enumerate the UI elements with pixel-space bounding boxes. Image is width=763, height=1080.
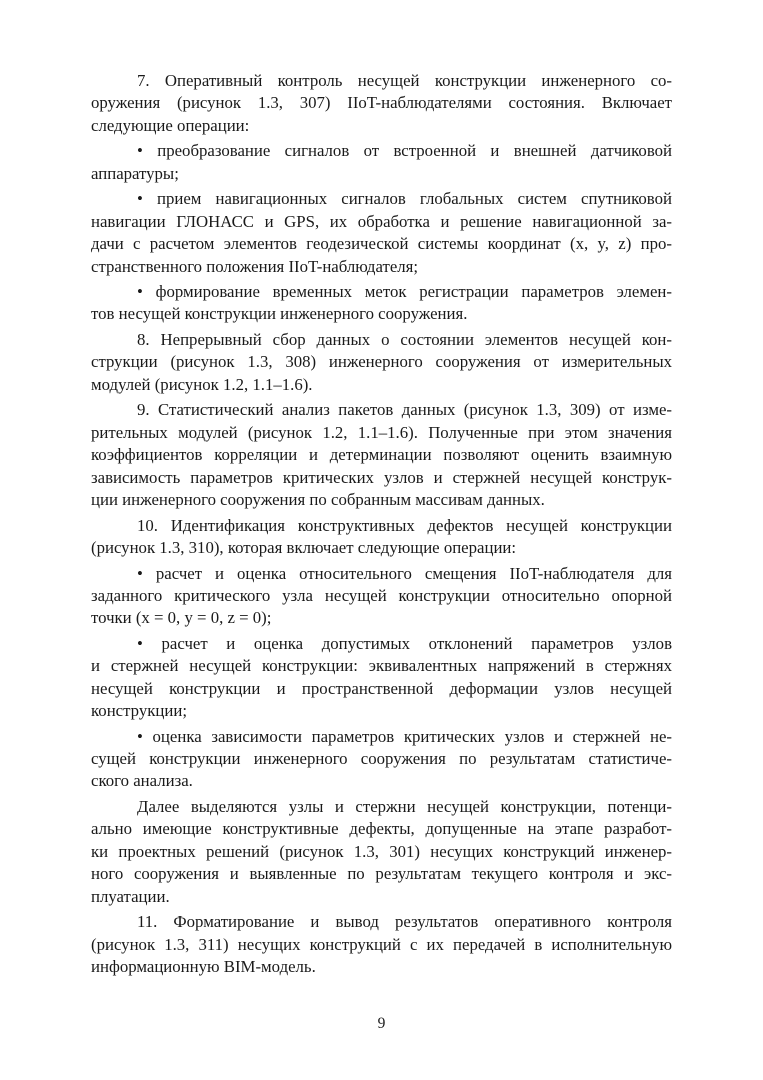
text-line: • оценка зависимости параметров критических узлов и стержней не- (137, 726, 672, 746)
text-line: (рисунок 1.3, 310), которая включает следующие операции: (91, 537, 517, 557)
text-line: модулей (рисунок 1.2, 1.1–1.6). (91, 374, 313, 394)
text-line: (рисунок 1.3, 311) несущих конструкций с их передачей в исполнительную (91, 934, 672, 954)
text-line: 7. Оперативный контроль несущей конструкции инженерного со- (137, 71, 672, 90)
text-line: • расчет и оценка относительного смещения IIoT-наблюдателя для (137, 563, 672, 583)
text-line: навигации ГЛОНАСС и GPS, их обработка и решение навигационной за- (91, 211, 672, 231)
text-line: рительных модулей (рисунок 1.2, 1.1–1.6). Полученные при этом значения (91, 422, 672, 442)
text-line: тов несущей конструкции инженерного сооружения. (91, 304, 468, 324)
text-line: 10. Идентификация конструктивных дефектов несущей конструкции (137, 515, 672, 535)
text-line: несущей конструкции и пространственной деформации узлов несущей (91, 678, 672, 698)
text-line: дачи с расчетом элементов геодезической системы координат (x, y, z) про- (91, 234, 672, 254)
text-line: ского анализа. (91, 771, 193, 791)
text-line: плуатации. (91, 886, 170, 906)
text-line: точки (x = 0, y = 0, z = 0); (91, 608, 272, 628)
text-line: Далее выделяются узлы и стержни несущей конструкции, потенци- (137, 796, 672, 816)
page-number: 9 (377, 1015, 386, 1032)
text-line: зависимость параметров критических узлов и стержней несущей конструк- (91, 467, 672, 487)
text-line: струкции (рисунок 1.3, 308) инженерного сооружения от измерительных (91, 352, 672, 372)
text-line: ально имеющие конструктивные дефекты, допущенные на этапе разработ- (91, 819, 672, 839)
text-line: ки проектных решений (рисунок 1.3, 301) несущих конструкций инженер- (91, 841, 672, 861)
text-line: следующие операции: (91, 115, 250, 135)
text-line: ного сооружения и выявленные по результатам текущего контроля и экс- (91, 864, 672, 884)
text-line: заданного критического узла несущей конструкции относительно опорной (91, 585, 672, 605)
text-line: 8. Непрерывный сбор данных о состоянии элементов несущей кон- (137, 330, 672, 350)
text-line: • преобразование сигналов от встроенной и внешней датчиковой (137, 141, 672, 161)
text-line: коэффициентов корреляции и детерминации позволяют оценить взаимную (91, 445, 672, 465)
text-line: оружения (рисунок 1.3, 307) IIoT-наблюдателями состояния. Включает (91, 93, 672, 113)
text-line: сущей конструкции инженерного сооружения по результатам статистиче- (91, 749, 672, 769)
text-line: 9. Статистический анализ пакетов данных (рисунок 1.3, 309) от изме- (137, 400, 672, 420)
text-line: аппаратуры; (91, 163, 179, 183)
text-line: ции инженерного сооружения по собранным массивам данных. (91, 489, 545, 509)
text-line: странственного положения IIoT-наблюдателя; (91, 256, 419, 276)
text-line: • прием навигационных сигналов глобальных систем спутниковой (137, 189, 672, 209)
text-line: и стержней несущей конструкции: эквивалентных напряжений в стержнях (91, 656, 672, 676)
text-line: • расчет и оценка допустимых отклонений параметров узлов (137, 633, 672, 653)
text-line: информационную BIM-модель. (91, 956, 316, 976)
body-text (91, 70, 672, 978)
text-line: конструкции; (91, 701, 187, 721)
text-line: • формирование временных меток регистрации параметров элемен- (137, 282, 672, 302)
text-line: 11. Форматирование и вывод результатов оперативного контроля (137, 912, 672, 932)
